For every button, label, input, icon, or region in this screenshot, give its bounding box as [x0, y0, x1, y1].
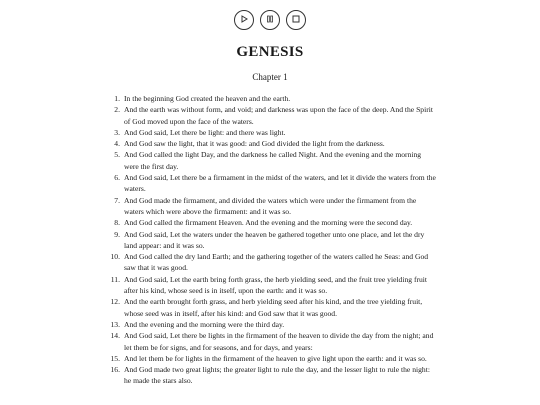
- verse-number: 11.: [110, 274, 120, 284]
- pause-icon: [265, 11, 275, 29]
- verse-number: 7.: [114, 195, 120, 205]
- chapter-heading: Chapter 1: [252, 72, 288, 82]
- verse-text: And God said, Let the earth bring forth grass, the herb yielding seed, and the fruit tree yielding fruit after his kind, whose seed is in itself, upon the earth: and it was so.: [124, 274, 428, 296]
- verse: [108, 274, 436, 297]
- playback-controls: [0, 10, 540, 30]
- verse-number: 1.: [114, 94, 120, 103]
- verse: [108, 319, 436, 330]
- verse-text: And the evening and the morning were the third day.: [124, 319, 285, 329]
- verse-number: 15.: [110, 353, 120, 363]
- verse-number: 2.: [114, 105, 120, 115]
- verse-text: And God said, Let there be lights in the firmament of the heaven to divide the day from the night; and let them be for signs, and for seasons, and for days, and years:: [124, 331, 434, 352]
- verse: [108, 149, 436, 172]
- verse: [108, 127, 436, 138]
- verse: [108, 217, 436, 228]
- verse: [108, 330, 436, 353]
- verse-text: And the earth brought forth grass, and herb yielding seed after his kind, and the tree yielding fruit, whose seed was in itself, after his kind: and God saw that it was good.: [124, 297, 423, 318]
- verse-number: 13.: [110, 319, 120, 329]
- pause-button[interactable]: [260, 10, 280, 30]
- verse-number: 5.: [114, 150, 120, 160]
- play-button[interactable]: [234, 10, 254, 30]
- verse-text: And God said, Let there be a firmament in the midst of the waters, and let it divide the waters from the waters.: [124, 173, 436, 194]
- verse-text: And God called the light Day, and the darkness he called Night. And the evening and the morning were the first day.: [124, 150, 422, 171]
- stop-button[interactable]: [286, 10, 306, 30]
- verse-number: 10.: [110, 252, 120, 262]
- verse: [108, 172, 436, 195]
- verse-text: And God made the firmament, and divided the waters which were under the firmament from the waters which were above the firmament: and it was so.: [124, 195, 417, 216]
- verse-text: And God called the dry land Earth; and the gathering together of the waters called he Seas: and God saw that it was good.: [124, 252, 429, 273]
- verse-number: 4.: [114, 139, 120, 149]
- book-title: GENESIS: [236, 44, 304, 60]
- verse: [108, 229, 436, 252]
- verse-text: And let them be for lights in the firmament of the heaven to give light upon the earth: and it was so.: [124, 353, 427, 363]
- stop-icon: [291, 11, 301, 29]
- verse-number: 9.: [114, 229, 120, 239]
- verse: [108, 195, 436, 218]
- verse-number: 12.: [110, 297, 120, 307]
- verse-number: 14.: [110, 331, 120, 341]
- verse-text: And God said, Let there be light: and there was light.: [124, 127, 286, 137]
- verse: [108, 104, 436, 127]
- verse-list: [108, 93, 436, 387]
- verse-text: And God said, Let the waters under the heaven be gathered together unto one place, and let the dry land appear: and it was so.: [124, 229, 425, 250]
- verse-number: 3.: [114, 127, 120, 137]
- verse: [108, 251, 436, 274]
- verse-text: In the beginning God created the heaven and the earth.: [124, 94, 291, 103]
- verse: [108, 353, 436, 364]
- verse-text: And God called the firmament Heaven. And the evening and the morning were the second day.: [124, 218, 413, 228]
- verse-text: And God made two great lights; the greater light to rule the day, and the lesser light to rule the night: he made the stars also.: [124, 365, 430, 386]
- play-icon: [239, 11, 249, 29]
- verse: [108, 296, 436, 319]
- verse-text: And the earth was without form, and void; and darkness was upon the face of the deep. And the Spirit of God moved upon the face of the waters.: [124, 105, 433, 126]
- verse-text: And God saw the light, that it was good: and God divided the light from the darkness.: [124, 139, 385, 149]
- verse-number: 8.: [114, 218, 120, 228]
- verse: [108, 364, 436, 387]
- verse: [108, 93, 436, 104]
- verse-number: 6.: [114, 173, 120, 183]
- verse-number: 16.: [110, 365, 120, 375]
- verse: [108, 138, 436, 149]
